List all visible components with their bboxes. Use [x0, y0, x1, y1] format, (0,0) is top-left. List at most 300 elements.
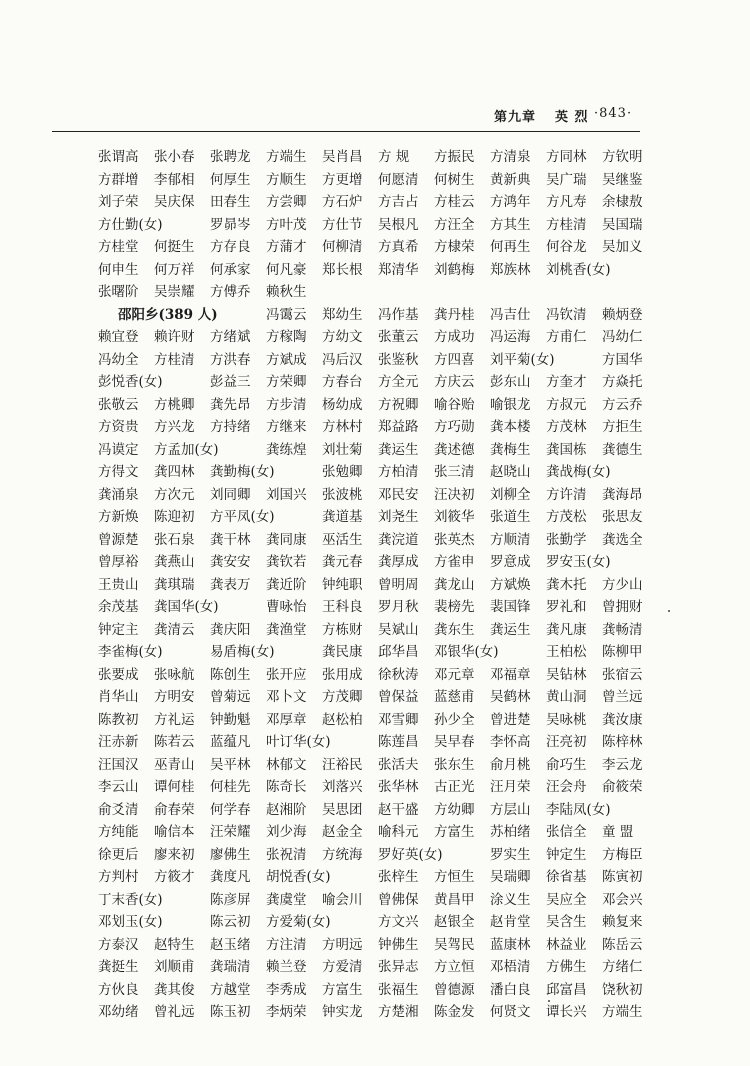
name-entry: 龚安安	[210, 554, 251, 570]
name-entry: 曾菊远	[210, 689, 251, 705]
name-entry: 曾拥财	[602, 599, 643, 615]
name-entry: 刘同卿	[210, 486, 251, 503]
name-entry: 杨幼成	[322, 396, 363, 413]
name-entry: 李陆凤(女)	[546, 801, 611, 818]
name-entry: 曾源楚	[98, 531, 139, 548]
name-entry: 张谓高	[98, 149, 139, 165]
name-entry: 方桂清	[154, 351, 195, 368]
name-entry: 冯霭云	[266, 306, 307, 323]
name-entry: 龚龙山	[434, 576, 475, 593]
name-entry: 裴榜先	[434, 599, 475, 615]
name-entry: 方桃卿	[154, 396, 195, 413]
name-entry: 吴鹤林	[490, 689, 531, 705]
name-entry: 龚先昂	[210, 396, 251, 413]
section-heading: 邵阳乡(389 人)	[118, 306, 218, 323]
name-entry: 方桂云	[434, 194, 475, 210]
name-entry: 方林村	[322, 419, 363, 435]
name-entry: 方次元	[154, 486, 195, 503]
name-entry: 张董云	[378, 329, 419, 345]
name-entry: 张聘龙	[210, 149, 251, 165]
name-entry: 曾礼远	[154, 1004, 195, 1020]
name-entry: 陈教初	[98, 711, 139, 728]
name-entry: 邓梧清	[490, 959, 531, 975]
name-row	[98, 529, 668, 552]
name-entry: 刘筱华	[434, 509, 475, 525]
name-entry: 方振民	[434, 149, 475, 165]
name-entry: 邓民安	[378, 486, 419, 503]
name-entry: 方叔元	[546, 396, 587, 413]
name-entry: 方吉占	[378, 194, 419, 210]
name-entry: 方立恒	[434, 959, 475, 975]
name-entry: 彭悦香(女)	[98, 374, 163, 390]
name-entry: 冯作基	[378, 306, 419, 323]
name-entry: 龚近阶	[266, 576, 307, 593]
name-entry: 汪会舟	[546, 779, 587, 795]
name-row	[98, 911, 668, 934]
name-entry: 赵松柏	[322, 711, 363, 728]
name-entry: 何再生	[490, 239, 531, 255]
name-entry: 郑幼生	[322, 306, 363, 323]
name-entry: 赖复来	[602, 914, 643, 930]
name-entry: 方傅乔	[210, 284, 251, 300]
name-entry: 刘壮菊	[322, 441, 363, 458]
name-entry: 曾厚裕	[98, 554, 139, 570]
name-entry: 方泰汉	[98, 936, 139, 953]
name-entry: 郑长根	[322, 261, 363, 278]
name-entry: 方绪仁	[602, 959, 643, 975]
name-row	[98, 191, 668, 214]
name-entry: 刘桃香(女)	[546, 261, 611, 278]
header-rule	[52, 131, 640, 132]
name-entry: 陈彦屏	[210, 891, 251, 908]
name-entry: 龚钦若	[266, 554, 307, 570]
name-entry: 张开应	[266, 666, 307, 683]
name-entry: 龚其俊	[154, 981, 195, 998]
name-entry: 龚琪瑞	[154, 576, 195, 593]
name-entry: 龚东生	[434, 621, 475, 638]
name-entry: 谭长兴	[546, 1004, 587, 1020]
name-row	[98, 371, 668, 394]
name-entry: 张福生	[378, 981, 419, 998]
name-entry: 邓雪卿	[378, 711, 419, 728]
name-entry: 张鉴秋	[378, 351, 419, 368]
name-entry: 张三清	[434, 464, 475, 480]
name-entry: 刘国兴	[266, 486, 307, 503]
name-entry: 钟纯职	[322, 576, 363, 593]
name-entry: 龚瑞清	[210, 959, 251, 975]
name-entry: 廖来初	[154, 846, 195, 863]
name-entry: 方国华	[602, 351, 643, 368]
name-entry: 吴继鉴	[602, 171, 643, 188]
name-entry: 吴根凡	[378, 216, 419, 233]
name-entry: 古正光	[434, 779, 475, 795]
name-entry: 邓会兴	[602, 891, 643, 908]
name-entry: 赵晓山	[490, 464, 531, 480]
name-entry: 巫活生	[322, 531, 363, 548]
name-entry: 邓卜文	[266, 689, 307, 705]
name-entry: 孙少全	[434, 711, 475, 728]
name-entry: 冯吉仕	[490, 306, 531, 323]
name-entry: 龚汝康	[602, 711, 643, 728]
name-entry: 吴肖昌	[322, 149, 363, 165]
name-entry: 谭何桂	[154, 779, 195, 795]
name-row	[98, 799, 668, 822]
name-entry: 陈柳甲	[602, 644, 643, 660]
name-entry: 何学春	[210, 801, 251, 818]
name-entry: 方注清	[266, 936, 307, 953]
name-entry: 方拒生	[602, 419, 643, 435]
name-entry: 钟佛生	[378, 936, 419, 953]
name-entry: 吴瑞卿	[490, 869, 531, 885]
name-entry: 龚运生	[378, 441, 419, 458]
name-entry: 赵金全	[322, 824, 363, 840]
name-entry: 方越堂	[210, 981, 251, 998]
name-entry: 方存良	[210, 239, 251, 255]
name-entry: 方爱菊(女)	[266, 914, 331, 930]
name-entry: 吴思团	[322, 801, 363, 818]
name-entry: 王柏松	[546, 644, 587, 660]
scan-speck	[668, 610, 670, 612]
name-entry: 余棣敖	[602, 194, 643, 210]
name-entry: 方茂松	[546, 509, 587, 525]
name-entry: 方明安	[154, 689, 195, 705]
name-entry: 方兴龙	[154, 419, 195, 435]
name-entry: 方春台	[322, 374, 363, 390]
name-entry: 龚燕山	[154, 554, 195, 570]
name-entry: 刘尧生	[378, 509, 419, 525]
name-entry: 方梅臣	[602, 846, 643, 863]
name-entry: 张宿云	[602, 666, 643, 683]
name-entry: 郑清华	[378, 261, 419, 278]
name-entry: 刘子荣	[98, 194, 139, 210]
name-entry: 方祝卿	[378, 396, 419, 413]
name-entry: 吴钻林	[546, 666, 587, 683]
name-entry: 邱富昌	[546, 981, 587, 998]
name-entry: 曾保益	[378, 689, 419, 705]
name-entry: 罗意成	[490, 554, 531, 570]
name-entry: 方棣荣	[434, 239, 475, 255]
name-entry: 方尝卿	[266, 194, 307, 210]
name-entry: 龚挺生	[98, 959, 139, 975]
name-row	[98, 709, 668, 732]
name-entry: 方荣卿	[266, 374, 307, 390]
name-entry: 龚虞堂	[266, 891, 307, 908]
name-entry: 苏柏绪	[490, 824, 531, 840]
name-row	[98, 664, 668, 687]
name-entry: 方层山	[490, 801, 531, 818]
name-entry: 喻信本	[154, 824, 195, 840]
name-row	[98, 754, 668, 777]
name-entry: 冯钦清	[546, 306, 587, 323]
name-entry: 李云山	[98, 779, 139, 795]
name-entry: 方茂卿	[322, 689, 363, 705]
name-entry: 张英杰	[434, 531, 475, 548]
name-entry: 赵特生	[154, 936, 195, 953]
name-entry: 方凡寿	[546, 194, 587, 210]
name-entry: 龚清云	[154, 621, 195, 638]
name-entry: 何桂先	[210, 779, 251, 795]
name-entry: 郑族林	[490, 261, 531, 278]
name-row	[98, 416, 668, 439]
name-row	[98, 236, 668, 259]
name-entry: 吴斌山	[378, 621, 419, 638]
name-entry: 龚庆阳	[210, 621, 251, 638]
name-entry: 张咏航	[154, 666, 195, 683]
name-entry: 方步清	[266, 396, 307, 413]
name-entry: 巫青山	[154, 756, 195, 773]
name-entry: 冯幼全	[98, 351, 139, 368]
name-row	[98, 844, 668, 867]
name-entry: 曾德源	[434, 981, 475, 998]
name-entry: 方端生	[266, 149, 307, 165]
name-entry: 裴国锋	[490, 599, 531, 615]
name-entry: 龚丹桂	[434, 306, 475, 323]
name-entry: 饶秋初	[602, 981, 643, 998]
name-entry: 王贵山	[98, 576, 139, 593]
name-entry: 何谷龙	[546, 239, 587, 255]
name-entry: 张敬云	[98, 396, 139, 413]
name-entry: 吴国瑞	[602, 216, 643, 233]
name-row	[98, 619, 668, 642]
name-entry: 张信全	[546, 824, 587, 840]
name-entry: 龚德生	[602, 441, 643, 458]
name-entry: 方群增	[98, 171, 139, 188]
name-entry: 方少山	[602, 576, 643, 593]
name-entry: 钟定生	[546, 846, 587, 863]
name-entry: 方绪斌	[210, 329, 251, 345]
name-entry: 刘鹤梅	[434, 261, 475, 278]
name-entry: 陈金发	[434, 1004, 475, 1020]
name-row	[98, 259, 668, 282]
name-entry: 刘柳全	[490, 486, 531, 503]
chapter-label: 第九章	[494, 110, 537, 125]
name-entry: 龚练煌	[266, 441, 307, 458]
name-entry: 方伙良	[98, 981, 139, 998]
name-entry: 郑益路	[378, 419, 419, 435]
name-entry: 方筱才	[154, 869, 195, 885]
scan-speck	[548, 1000, 550, 1002]
name-entry: 汪裕民	[322, 756, 363, 773]
name-entry: 方柏清	[378, 464, 419, 480]
name-entry: 罗实生	[490, 846, 531, 863]
name-entry: 方四喜	[434, 351, 475, 368]
name-entry: 何万祥	[154, 261, 195, 278]
name-entry: 李郁相	[154, 171, 195, 188]
name-entry: 方钦明	[602, 149, 643, 165]
name-entry: 李秀成	[266, 981, 307, 998]
name-entry: 方楚湘	[378, 1004, 419, 1020]
name-entry: 邓幼绪	[98, 1004, 139, 1020]
name-row	[98, 304, 668, 327]
name-row	[98, 934, 668, 957]
name-entry: 俞月桃	[490, 756, 531, 773]
name-entry: 胡悦香(女)	[266, 869, 331, 885]
name-row	[98, 281, 668, 304]
name-entry: 肖华山	[98, 689, 139, 705]
name-row	[98, 596, 668, 619]
name-entry: 何申生	[98, 261, 139, 278]
name-entry: 汪国汉	[98, 756, 139, 773]
name-entry: 赖宜登	[98, 329, 139, 345]
name-entry: 陈创生	[210, 666, 251, 683]
name-entry: 张异志	[378, 959, 419, 975]
name-entry: 方庆云	[434, 374, 475, 390]
name-entry: 赵银全	[434, 914, 475, 930]
name-entry: 龚表万	[210, 576, 251, 593]
name-entry: 方成功	[434, 329, 475, 345]
name-entry: 何贤文	[490, 1004, 531, 1020]
name-entry: 方甫仁	[546, 329, 587, 345]
name-entry: 方顺清	[490, 531, 531, 548]
name-entry: 吴庆保	[154, 194, 195, 210]
name-entry: 张曙阶	[98, 284, 139, 300]
name-entry: 何承家	[210, 261, 251, 278]
name-entry: 邓划玉(女)	[98, 914, 163, 930]
name-entry: 钟定主	[98, 621, 139, 638]
name-entry: 汪荣耀	[210, 824, 251, 840]
name-entry: 龚度凡	[210, 869, 251, 885]
name-entry: 龚述德	[434, 441, 475, 458]
name-entry: 方鸿年	[490, 194, 531, 210]
name-entry: 龚涌泉	[98, 486, 139, 503]
name-entry: 龚道基	[322, 509, 363, 525]
name-entry: 王科良	[322, 599, 363, 615]
name-entry: 龚同康	[266, 531, 307, 548]
name-entry: 龚厚成	[378, 554, 419, 570]
name-entry: 张华林	[378, 779, 419, 795]
name-entry: 曾进楚	[490, 711, 531, 728]
name-entry: 陈若云	[154, 734, 195, 750]
name-entry: 邱华昌	[378, 644, 419, 660]
name-entry: 黄山洞	[546, 689, 587, 705]
name-entry: 汪赤新	[98, 734, 139, 750]
name-entry: 陈莲昌	[378, 734, 419, 750]
name-entry: 冯后汉	[322, 351, 363, 368]
name-entry: 罗安玉(女)	[546, 554, 611, 570]
name-entry: 冯幼仁	[602, 329, 643, 345]
name-entry: 何挺生	[154, 239, 195, 255]
name-entry: 彭益三	[210, 374, 251, 390]
name-entry: 龚畅清	[602, 621, 643, 638]
chapter-title: 英 烈	[555, 110, 589, 125]
name-row	[98, 439, 668, 462]
name-entry: 方新焕	[98, 509, 139, 525]
name-entry: 方判村	[98, 869, 139, 885]
name-entry: 廖佛生	[210, 846, 251, 863]
name-entry: 方孟加(女)	[154, 441, 219, 458]
name-entry: 徐更后	[98, 846, 139, 863]
name-entry: 赵肯堂	[490, 914, 531, 930]
name-entry: 方蒲才	[266, 239, 307, 255]
name-entry: 何树生	[434, 171, 475, 188]
name-entry: 陈寅初	[602, 869, 643, 885]
name-entry: 龚国华(女)	[154, 599, 219, 615]
name-entry: 赵玉绪	[210, 936, 251, 953]
name-entry: 陈云初	[210, 914, 251, 930]
name-entry: 钟实龙	[322, 1004, 363, 1020]
name-list	[98, 146, 668, 1024]
name-row	[98, 889, 668, 912]
name-entry: 赵湘阶	[266, 801, 307, 818]
name-entry: 龚选全	[602, 531, 643, 548]
name-entry: 喻谷贻	[434, 396, 475, 413]
name-entry: 李怀高	[490, 734, 531, 750]
name-entry: 方继来	[266, 419, 307, 435]
name-entry: 方顺生	[266, 171, 307, 188]
name-entry: 丁末香(女)	[98, 891, 163, 908]
name-entry: 俞筱荣	[602, 779, 643, 795]
name-entry: 张祝清	[266, 846, 307, 863]
name-entry: 冯运海	[490, 329, 531, 345]
name-entry: 方富生	[322, 981, 363, 998]
name-entry: 方纯能	[98, 824, 139, 840]
name-entry: 方汪全	[434, 216, 475, 233]
name-entry: 林郁文	[266, 756, 307, 773]
name-entry: 方明远	[322, 936, 363, 953]
name-entry: 罗礼和	[546, 599, 587, 615]
name-entry: 方平凤(女)	[210, 509, 275, 525]
name-entry: 龚战梅(女)	[546, 464, 611, 480]
name-entry: 方稼陶	[266, 329, 307, 345]
name-entry: 方同林	[546, 149, 587, 165]
name-entry: 何愿清	[378, 171, 419, 188]
name-entry: 黄新典	[490, 171, 531, 188]
name-entry: 何柳清	[322, 239, 363, 255]
name-row	[98, 686, 668, 709]
name-entry: 方端生	[602, 1004, 643, 1020]
name-entry: 方统海	[322, 846, 363, 863]
name-row	[98, 484, 668, 507]
name-entry: 吴应全	[546, 891, 587, 908]
name-entry: 俞巧生	[546, 756, 587, 773]
name-entry: 龚梅生	[490, 441, 531, 458]
name-entry: 何凡豪	[266, 261, 307, 278]
name-entry: 曾明周	[378, 576, 419, 593]
name-entry: 曾佛保	[378, 891, 419, 908]
name-entry: 方栋财	[322, 621, 363, 638]
name-entry: 方幼卿	[434, 801, 475, 818]
name-entry: 易盾梅(女)	[210, 644, 275, 660]
name-entry: 汪月荣	[490, 779, 531, 795]
name-entry: 喻科元	[378, 824, 419, 840]
name-entry: 方其生	[490, 216, 531, 233]
name-entry: 张波桃	[322, 486, 363, 503]
name-entry: 张思友	[602, 509, 643, 525]
name-entry: 张东生	[434, 756, 475, 773]
name-entry: 方许清	[546, 486, 587, 503]
name-row	[98, 866, 668, 889]
name-row	[98, 1001, 668, 1024]
name-entry: 吴咏桃	[546, 711, 587, 728]
name-entry: 方石炉	[322, 194, 363, 210]
name-entry: 黄昌甲	[434, 891, 475, 908]
name-row	[98, 506, 668, 529]
name-entry: 罗昴岑	[210, 216, 251, 233]
name-entry: 喻银龙	[490, 396, 531, 413]
name-entry: 徐省基	[546, 869, 587, 885]
name-entry: 龚浣道	[378, 531, 419, 548]
name-entry: 方 规	[378, 149, 410, 165]
name-entry: 方仕勤(女)	[98, 216, 163, 233]
name-entry: 童 盟	[602, 824, 634, 840]
name-entry: 方洪春	[210, 351, 251, 368]
name-entry: 方佛生	[546, 959, 587, 975]
name-entry: 龚运生	[490, 621, 531, 638]
name-entry: 赖许财	[154, 329, 195, 345]
name-entry: 张要成	[98, 666, 139, 683]
name-entry: 吴早春	[434, 734, 475, 750]
name-entry: 方资贵	[98, 419, 139, 435]
